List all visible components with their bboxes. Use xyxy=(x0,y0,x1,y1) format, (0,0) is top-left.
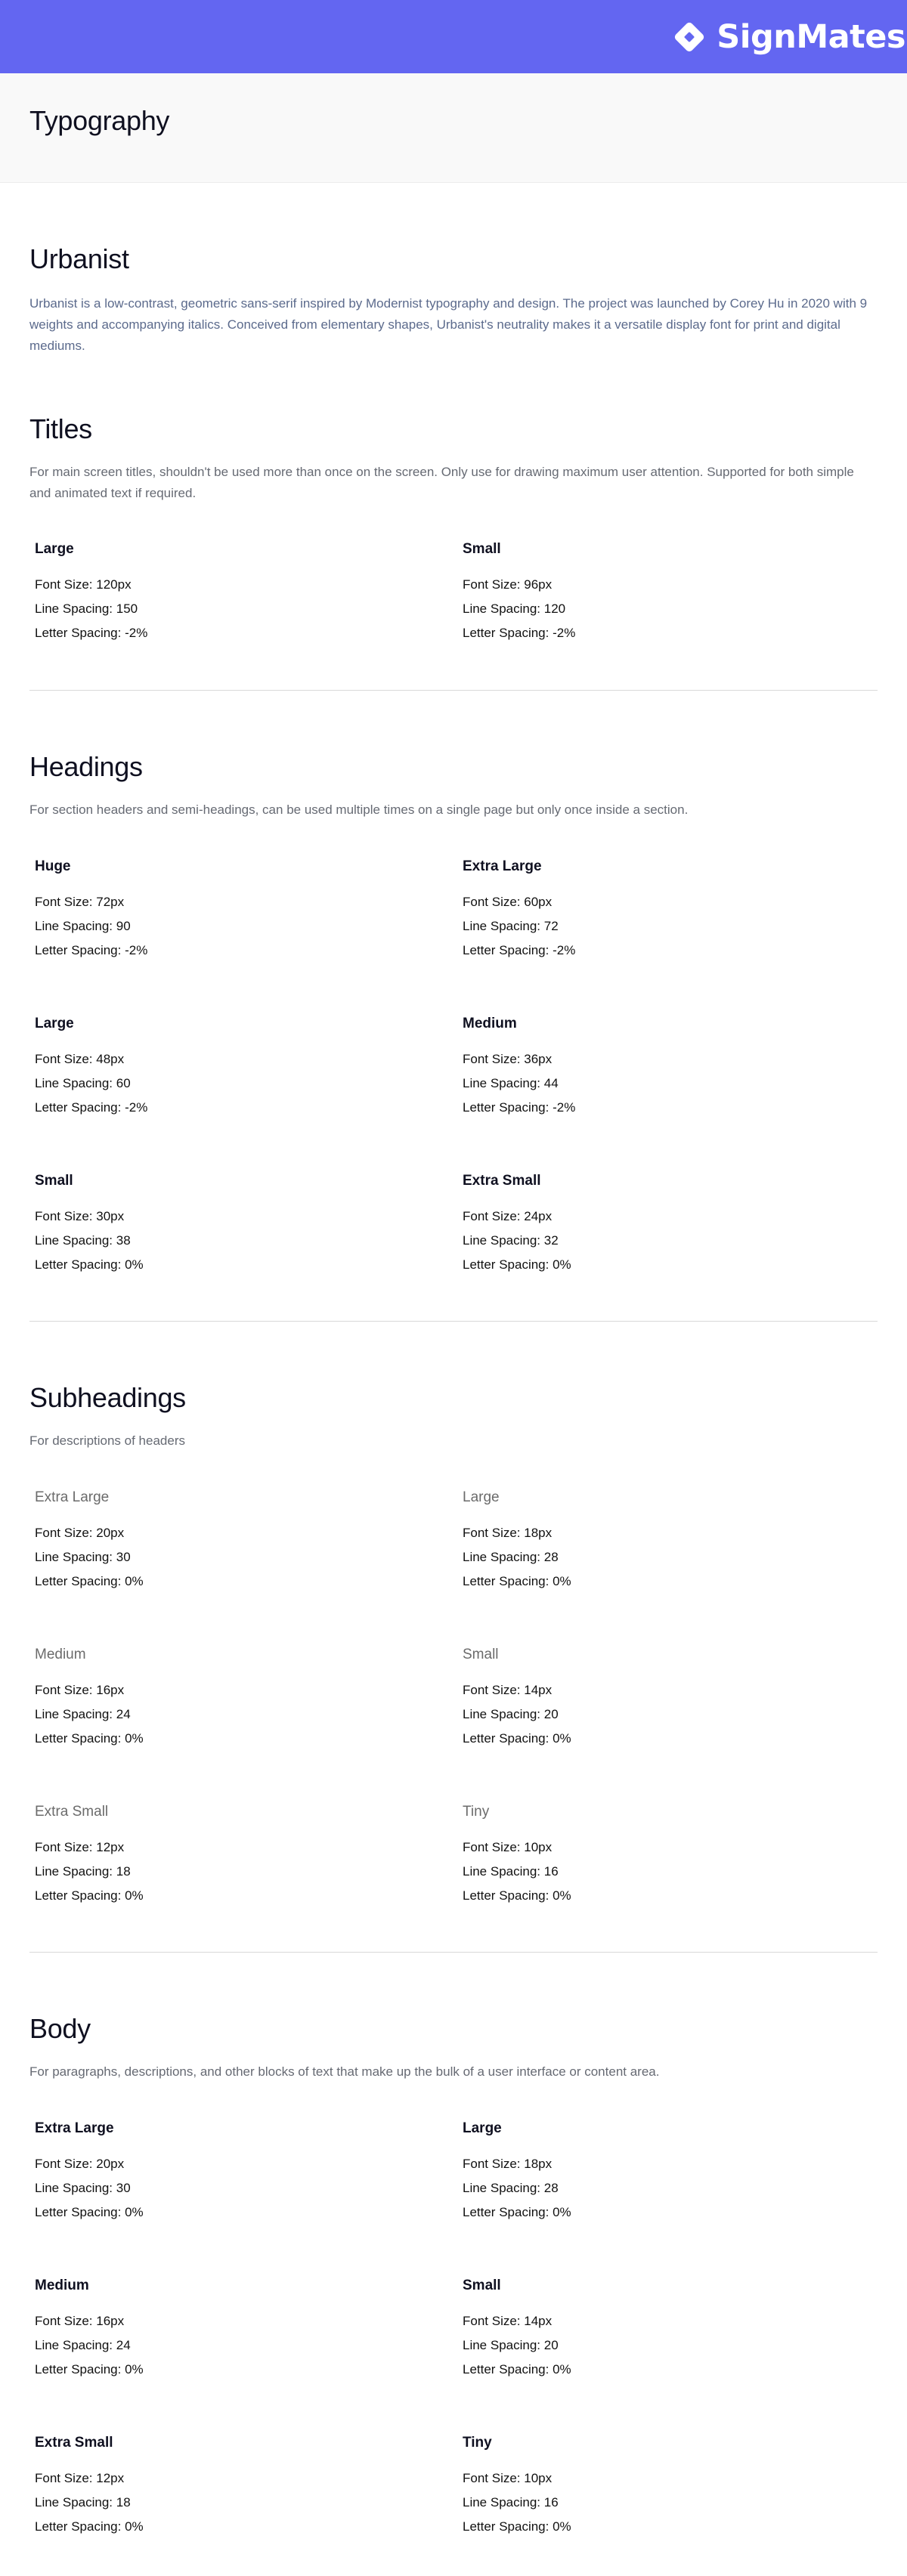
letter-spacing-value: Letter Spacing: 0% xyxy=(35,1257,144,1272)
section-title: Headings xyxy=(29,751,143,782)
spec-card xyxy=(457,1489,885,1647)
spec-grid xyxy=(29,541,878,698)
letter-spacing-value: Letter Spacing: 0% xyxy=(35,1574,144,1588)
font-size-value: Font Size: 120px xyxy=(35,577,132,592)
spec-card xyxy=(29,541,457,698)
spec-name: Extra Large xyxy=(35,1489,110,1505)
spec-card xyxy=(29,1489,457,1647)
line-spacing-value: Line Spacing: 150 xyxy=(35,601,138,616)
urbanist-title: Urbanist xyxy=(29,243,129,274)
spec-card xyxy=(29,1804,457,1961)
letter-spacing-value: Letter Spacing: 0% xyxy=(463,1257,571,1272)
font-size-value: Font Size: 72px xyxy=(35,895,125,909)
spec-card xyxy=(457,2435,885,2576)
spec-card xyxy=(29,858,457,1016)
letter-spacing-value: Letter Spacing: 0% xyxy=(463,2362,571,2377)
letter-spacing-value: Letter Spacing: 0% xyxy=(35,2205,144,2219)
spec-card xyxy=(457,1804,885,1961)
font-size-value: Font Size: 10px xyxy=(463,1840,553,1854)
spec-card xyxy=(29,1173,457,1330)
spec-card xyxy=(457,2278,885,2435)
spec-name: Small xyxy=(463,541,501,557)
letter-spacing-value: Letter Spacing: -2% xyxy=(35,1100,148,1115)
urbanist-description: Urbanist is a low-contrast, geometric sans-serif inspired by Modernist typography and design. The project was launched by Corey Hu in 2020 with 9 weights and accompanying italics. Conceived from elementary shapes, Urbanist's neutrality makes it a versatile display font for print and digital mediums. xyxy=(29,296,868,353)
spec-grid xyxy=(29,2120,878,2576)
letter-spacing-value: Letter Spacing: 0% xyxy=(463,1888,571,1903)
letter-spacing-value: Letter Spacing: 0% xyxy=(463,1574,571,1588)
line-spacing-value: Line Spacing: 30 xyxy=(35,2181,131,2195)
spec-card xyxy=(29,2120,457,2278)
spec-name: Large xyxy=(463,2120,502,2136)
line-spacing-value: Line Spacing: 24 xyxy=(35,1707,131,1721)
spec-card xyxy=(457,1173,885,1330)
letter-spacing-value: Letter Spacing: 0% xyxy=(463,2205,571,2219)
page-header xyxy=(0,73,907,183)
spec-name: Medium xyxy=(463,1016,517,1031)
line-spacing-value: Line Spacing: 16 xyxy=(463,1864,559,1879)
subheadings-section xyxy=(29,1322,878,1953)
line-spacing-value: Line Spacing: 16 xyxy=(463,2495,559,2510)
spec-name: Extra Large xyxy=(35,2120,114,2136)
spec-card xyxy=(29,2435,457,2576)
font-size-value: Font Size: 36px xyxy=(463,1052,553,1066)
font-size-value: Font Size: 60px xyxy=(463,895,553,909)
spec-card xyxy=(29,1647,457,1804)
page-title: Typography xyxy=(29,105,170,136)
spec-grid xyxy=(29,858,878,1330)
font-size-value: Font Size: 12px xyxy=(35,2471,125,2485)
letter-spacing-value: Letter Spacing: 0% xyxy=(35,1731,144,1746)
line-spacing-value: Line Spacing: 90 xyxy=(35,919,131,933)
line-spacing-value: Line Spacing: 60 xyxy=(35,1076,131,1090)
section-title: Subheadings xyxy=(29,1382,186,1413)
font-size-value: Font Size: 10px xyxy=(463,2471,553,2485)
signmates-logo-icon xyxy=(673,20,706,54)
spec-name: Tiny xyxy=(463,2435,492,2451)
line-spacing-value: Line Spacing: 72 xyxy=(463,919,559,933)
brand-name: SignMates xyxy=(717,17,905,56)
font-size-value: Font Size: 30px xyxy=(35,1209,125,1223)
section-description: For paragraphs, descriptions, and other blocks of text that make up the bulk of a user interface or content area. xyxy=(29,2064,660,2079)
font-size-value: Font Size: 20px xyxy=(35,1526,125,1540)
letter-spacing-value: Letter Spacing: 0% xyxy=(463,1731,571,1746)
letter-spacing-value: Letter Spacing: -2% xyxy=(35,626,148,640)
spec-card xyxy=(457,541,885,698)
spec-name: Huge xyxy=(35,858,71,874)
headings-section xyxy=(29,691,878,1322)
body-section xyxy=(29,1953,878,2576)
brand-logo[interactable] xyxy=(673,0,907,73)
letter-spacing-value: Letter Spacing: -2% xyxy=(463,1100,576,1115)
line-spacing-value: Line Spacing: 20 xyxy=(463,2338,559,2352)
spec-card xyxy=(457,1647,885,1804)
font-size-value: Font Size: 14px xyxy=(463,1683,553,1697)
spec-card xyxy=(457,2120,885,2278)
spec-name: Large xyxy=(35,1016,74,1031)
spec-name: Small xyxy=(35,1173,73,1189)
font-size-value: Font Size: 18px xyxy=(463,2157,553,2171)
line-spacing-value: Line Spacing: 18 xyxy=(35,2495,131,2510)
spec-card xyxy=(457,858,885,1016)
spec-name: Large xyxy=(463,1489,500,1505)
font-size-value: Font Size: 18px xyxy=(463,1526,553,1540)
line-spacing-value: Line Spacing: 38 xyxy=(35,1233,131,1248)
spec-name: Tiny xyxy=(463,1804,490,1820)
spec-name: Small xyxy=(463,2278,501,2293)
spec-name: Medium xyxy=(35,1647,86,1662)
letter-spacing-value: Letter Spacing: -2% xyxy=(463,626,576,640)
font-size-value: Font Size: 96px xyxy=(463,577,553,592)
letter-spacing-value: Letter Spacing: 0% xyxy=(35,1888,144,1903)
letter-spacing-value: Letter Spacing: -2% xyxy=(463,943,576,957)
spec-name: Extra Small xyxy=(463,1173,541,1189)
top-bar xyxy=(0,0,907,73)
content xyxy=(0,183,907,2576)
titles-section xyxy=(29,357,878,691)
line-spacing-value: Line Spacing: 18 xyxy=(35,1864,131,1879)
section-description: For descriptions of headers xyxy=(29,1433,185,1448)
urbanist-section xyxy=(29,183,878,357)
section-title: Body xyxy=(29,2013,91,2044)
spec-name: Extra Large xyxy=(463,858,542,874)
section-description: For main screen titles, shouldn't be used more than once on the screen. Only use for drawing maximum user attention. Supported for both simple and animated text if required. xyxy=(29,465,854,500)
font-size-value: Font Size: 48px xyxy=(35,1052,125,1066)
letter-spacing-value: Letter Spacing: 0% xyxy=(35,2362,144,2377)
spec-card xyxy=(29,2278,457,2435)
line-spacing-value: Line Spacing: 120 xyxy=(463,601,566,616)
spec-name: Extra Small xyxy=(35,2435,113,2451)
line-spacing-value: Line Spacing: 24 xyxy=(35,2338,131,2352)
section-description: For section headers and semi-headings, can be used multiple times on a single page but only once inside a section. xyxy=(29,802,689,817)
font-size-value: Font Size: 12px xyxy=(35,1840,125,1854)
spec-card xyxy=(457,1016,885,1173)
spec-name: Medium xyxy=(35,2278,89,2293)
letter-spacing-value: Letter Spacing: -2% xyxy=(35,943,148,957)
line-spacing-value: Line Spacing: 28 xyxy=(463,2181,559,2195)
line-spacing-value: Line Spacing: 30 xyxy=(35,1550,131,1564)
letter-spacing-value: Letter Spacing: 0% xyxy=(463,2519,571,2534)
line-spacing-value: Line Spacing: 32 xyxy=(463,1233,559,1248)
letter-spacing-value: Letter Spacing: 0% xyxy=(35,2519,144,2534)
spec-name: Large xyxy=(35,541,74,557)
section-title: Titles xyxy=(29,413,92,444)
line-spacing-value: Line Spacing: 44 xyxy=(463,1076,559,1090)
spec-grid xyxy=(29,1489,878,1961)
font-size-value: Font Size: 16px xyxy=(35,1683,125,1697)
spec-card xyxy=(29,1016,457,1173)
line-spacing-value: Line Spacing: 28 xyxy=(463,1550,559,1564)
line-spacing-value: Line Spacing: 20 xyxy=(463,1707,559,1721)
font-size-value: Font Size: 16px xyxy=(35,2314,125,2328)
font-size-value: Font Size: 20px xyxy=(35,2157,125,2171)
font-size-value: Font Size: 24px xyxy=(463,1209,553,1223)
spec-name: Small xyxy=(463,1647,499,1662)
spec-name: Extra Small xyxy=(35,1804,109,1820)
font-size-value: Font Size: 14px xyxy=(463,2314,553,2328)
